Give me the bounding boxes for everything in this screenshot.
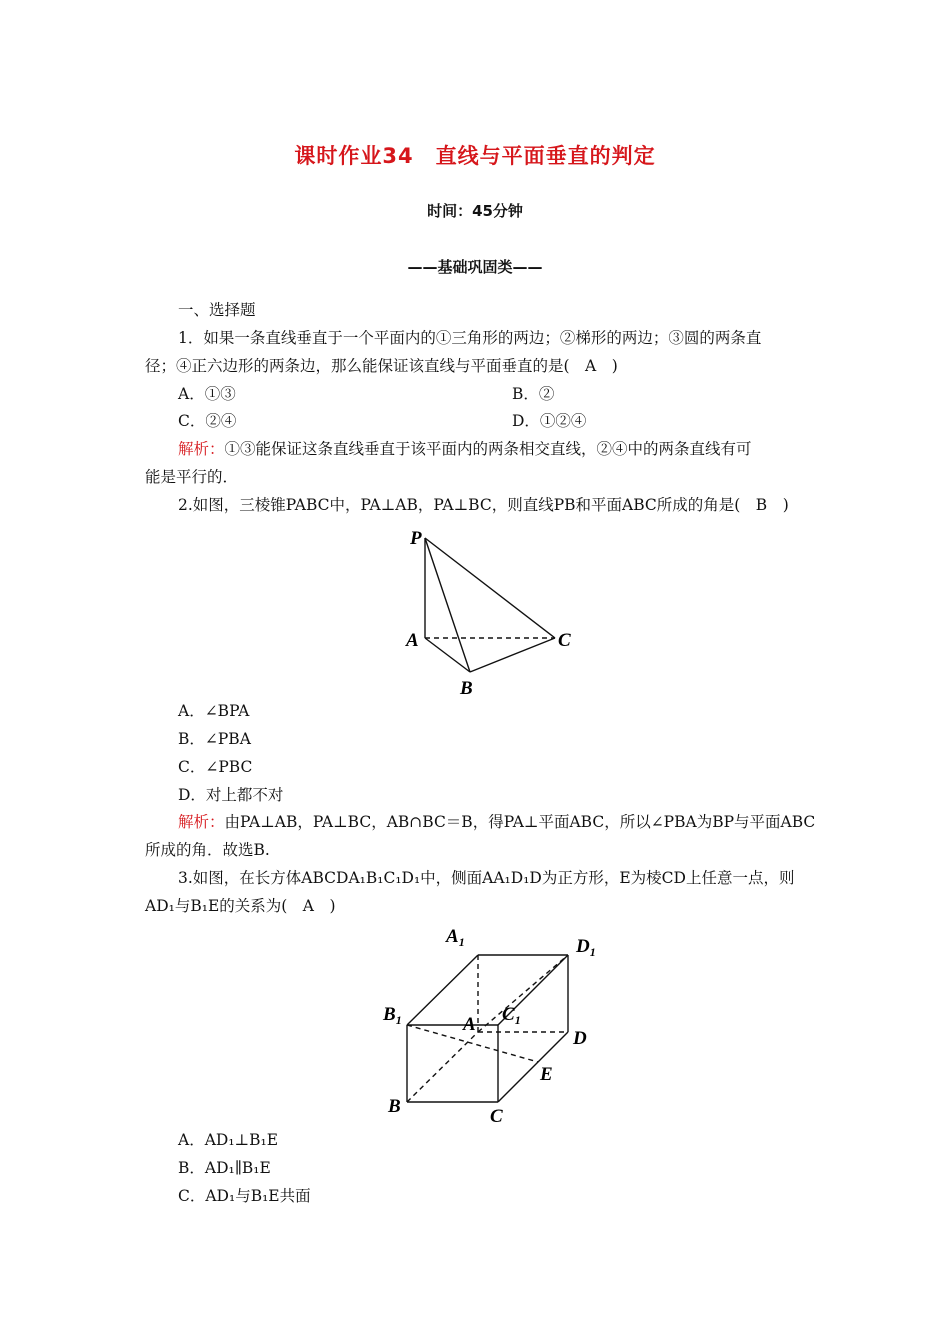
q1-option-b: B．② <box>512 385 555 403</box>
label-c1: $C_1$ <box>502 1004 521 1027</box>
q2-line1: 2.如图，三棱锥PABC中，PA⊥AB，PA⊥BC，则直线PB和平面ABC所成的角是( B ) <box>178 496 789 514</box>
q3-option-a: A．AD₁⊥B₁E <box>178 1131 279 1149</box>
q3-option-c: C．AD₁与B₁E共面 <box>178 1187 311 1205</box>
q1-analysis-line2: 能是平行的． <box>145 468 239 486</box>
label-a1: $A_1$ <box>446 926 465 949</box>
part-heading: 一、选择题 <box>178 301 256 319</box>
analysis-label: 解析： <box>178 813 225 831</box>
q2-option-b: B．∠PBA <box>178 730 251 748</box>
q2-option-d: D．对上都不对 <box>178 786 284 804</box>
q3-line2: AD₁与B₁E的关系为( A ) <box>145 897 336 915</box>
page-title: 课时作业34 直线与平面垂直的判定 <box>294 144 656 168</box>
q2-pyramid-figure <box>400 522 590 702</box>
q2-analysis <box>178 811 815 833</box>
label-c: C <box>490 1106 503 1127</box>
label-b: B <box>388 1096 401 1117</box>
q3-line1: 3.如图，在长方体ABCDA₁B₁C₁D₁中，侧面AA₁D₁D为正方形，E为棱CD上任意一点，则 <box>178 869 795 887</box>
time-limit: 时间：45分钟 <box>427 202 523 220</box>
label-a: A <box>406 630 419 651</box>
label-b1: $B_1$ <box>383 1004 402 1027</box>
q2-analysis-text: 由PA⊥AB，PA⊥BC，AB∩BC＝B，得PA⊥平面ABC，所以∠PBA为BP与平面ABC <box>224 813 816 831</box>
label-d1: $D_1$ <box>576 936 596 959</box>
label-e: E <box>540 1064 553 1085</box>
q3-cuboid-figure <box>380 922 610 1127</box>
q1-analysis-text: ①③能保证这条直线垂直于该平面内的两条相交直线，②④中的两条直线有可 <box>224 440 752 458</box>
label-a: A <box>463 1014 476 1035</box>
label-p: P <box>410 528 422 549</box>
q2-option-a: A．∠BPA <box>178 702 250 720</box>
q2-analysis-line2: 所成的角．故选B. <box>145 841 270 859</box>
q3-option-b: B．AD₁∥B₁E <box>178 1159 271 1177</box>
q1-option-d: D．①②④ <box>512 412 587 430</box>
label-d: D <box>573 1028 587 1049</box>
q1-option-a: A．①③ <box>178 385 236 403</box>
q1-option-c: C．②④ <box>178 412 237 430</box>
q1-analysis <box>178 438 752 460</box>
analysis-label: 解析： <box>178 440 225 458</box>
q1-line2: 径；④正六边形的两条边，那么能保证该直线与平面垂直的是( A ) <box>145 357 618 375</box>
q2-option-c: C．∠PBC <box>178 758 253 776</box>
section-heading: ——基础巩固类—— <box>407 258 543 276</box>
q1-line1: 1．如果一条直线垂直于一个平面内的①三角形的两边；②梯形的两边；③圆的两条直 <box>178 329 762 347</box>
label-c: C <box>558 630 571 651</box>
label-b: B <box>460 678 473 699</box>
